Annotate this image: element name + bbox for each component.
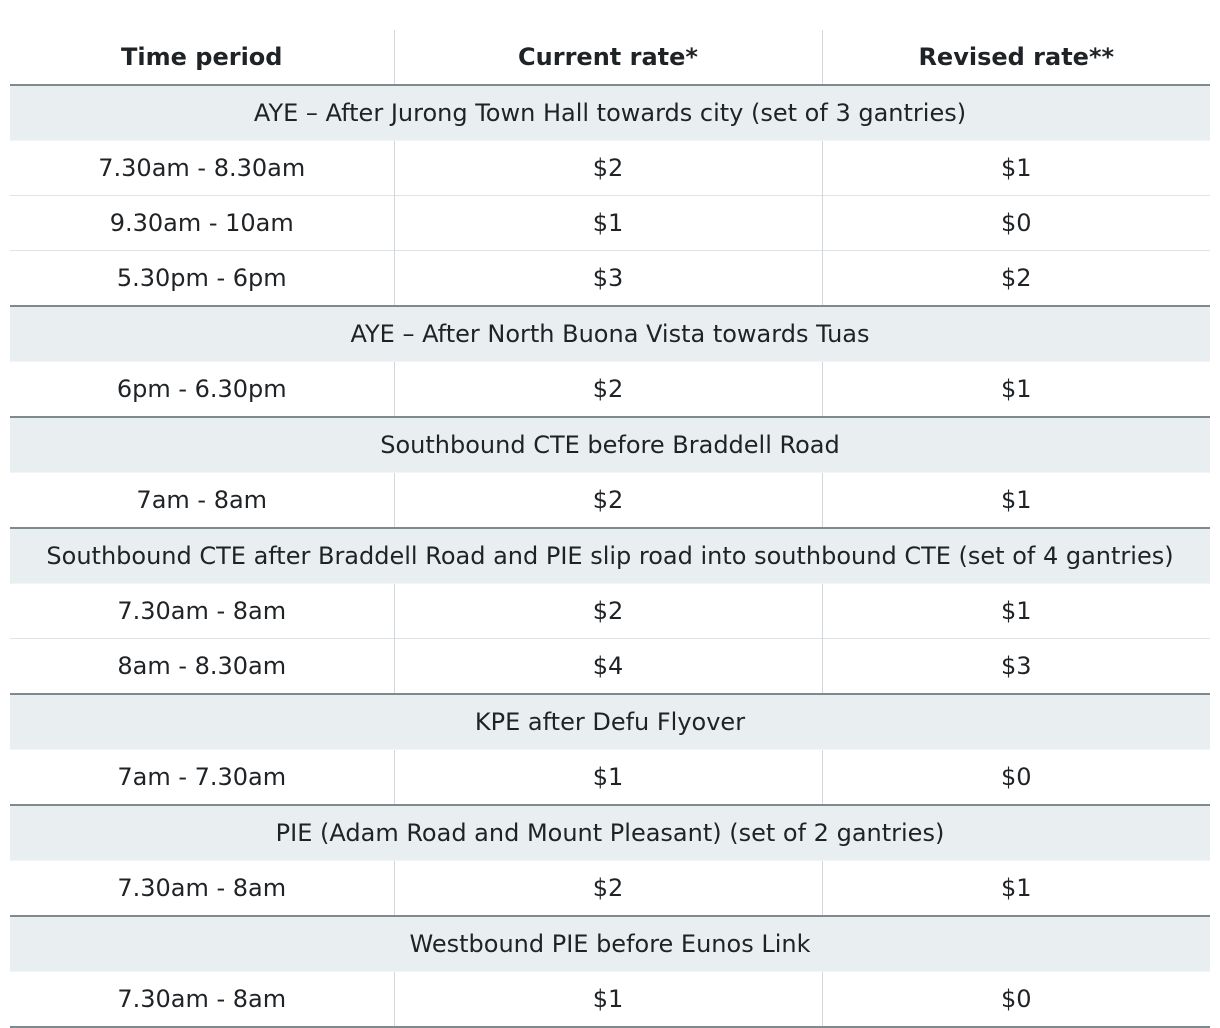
- group-title: Westbound PIE before Eunos Link: [10, 916, 1210, 972]
- revised-rate-cell: $1: [822, 584, 1210, 639]
- current-rate-cell: $1: [394, 972, 822, 1028]
- table-body: [10, 85, 1210, 1027]
- group-title: AYE – After North Buona Vista towards Tuas: [10, 306, 1210, 362]
- group-header-row: [10, 85, 1210, 141]
- revised-rate-cell: $0: [822, 750, 1210, 806]
- group-title: Southbound CTE after Braddell Road and PIE slip road into southbound CTE (set of 4 gantries): [10, 528, 1210, 584]
- revised-rate-cell: $1: [822, 473, 1210, 529]
- group-header-row: [10, 528, 1210, 584]
- table-row: [10, 861, 1210, 917]
- erp-rates-table-container: [10, 30, 1210, 1028]
- current-rate-cell: $2: [394, 141, 822, 196]
- current-rate-cell: $2: [394, 473, 822, 529]
- time-period-cell: 7.30am - 8.30am: [10, 141, 394, 196]
- group-title: KPE after Defu Flyover: [10, 694, 1210, 750]
- header-revised-rate: Revised rate**: [822, 30, 1210, 85]
- group-header-row: [10, 306, 1210, 362]
- time-period-cell: 6pm - 6.30pm: [10, 362, 394, 418]
- time-period-cell: 5.30pm - 6pm: [10, 251, 394, 307]
- revised-rate-cell: $0: [822, 196, 1210, 251]
- table-row: [10, 473, 1210, 529]
- group-title: PIE (Adam Road and Mount Pleasant) (set of 2 gantries): [10, 805, 1210, 861]
- current-rate-cell: $2: [394, 362, 822, 418]
- header-row: [10, 30, 1210, 85]
- time-period-cell: 7am - 7.30am: [10, 750, 394, 806]
- time-period-cell: 9.30am - 10am: [10, 196, 394, 251]
- current-rate-cell: $2: [394, 861, 822, 917]
- table-row: [10, 750, 1210, 806]
- erp-rates-table: [10, 30, 1210, 1028]
- revised-rate-cell: $1: [822, 861, 1210, 917]
- table-row: [10, 196, 1210, 251]
- table-row: [10, 251, 1210, 307]
- revised-rate-cell: $1: [822, 141, 1210, 196]
- time-period-cell: 8am - 8.30am: [10, 639, 394, 695]
- group-title: AYE – After Jurong Town Hall towards city (set of 3 gantries): [10, 85, 1210, 141]
- table-row: [10, 141, 1210, 196]
- group-title: Southbound CTE before Braddell Road: [10, 417, 1210, 473]
- revised-rate-cell: $1: [822, 362, 1210, 418]
- time-period-cell: 7.30am - 8am: [10, 972, 394, 1028]
- header-time-period: Time period: [10, 30, 394, 85]
- time-period-cell: 7am - 8am: [10, 473, 394, 529]
- table-row: [10, 639, 1210, 695]
- current-rate-cell: $3: [394, 251, 822, 307]
- group-header-row: [10, 694, 1210, 750]
- group-header-row: [10, 805, 1210, 861]
- current-rate-cell: $4: [394, 639, 822, 695]
- revised-rate-cell: $0: [822, 972, 1210, 1028]
- revised-rate-cell: $3: [822, 639, 1210, 695]
- current-rate-cell: $2: [394, 584, 822, 639]
- revised-rate-cell: $2: [822, 251, 1210, 307]
- header-current-rate: Current rate*: [394, 30, 822, 85]
- group-header-row: [10, 417, 1210, 473]
- time-period-cell: 7.30am - 8am: [10, 861, 394, 917]
- current-rate-cell: $1: [394, 750, 822, 806]
- table-row: [10, 584, 1210, 639]
- table-row: [10, 362, 1210, 418]
- table-row: [10, 972, 1210, 1028]
- time-period-cell: 7.30am - 8am: [10, 584, 394, 639]
- group-header-row: [10, 916, 1210, 972]
- current-rate-cell: $1: [394, 196, 822, 251]
- table-header: [10, 30, 1210, 85]
